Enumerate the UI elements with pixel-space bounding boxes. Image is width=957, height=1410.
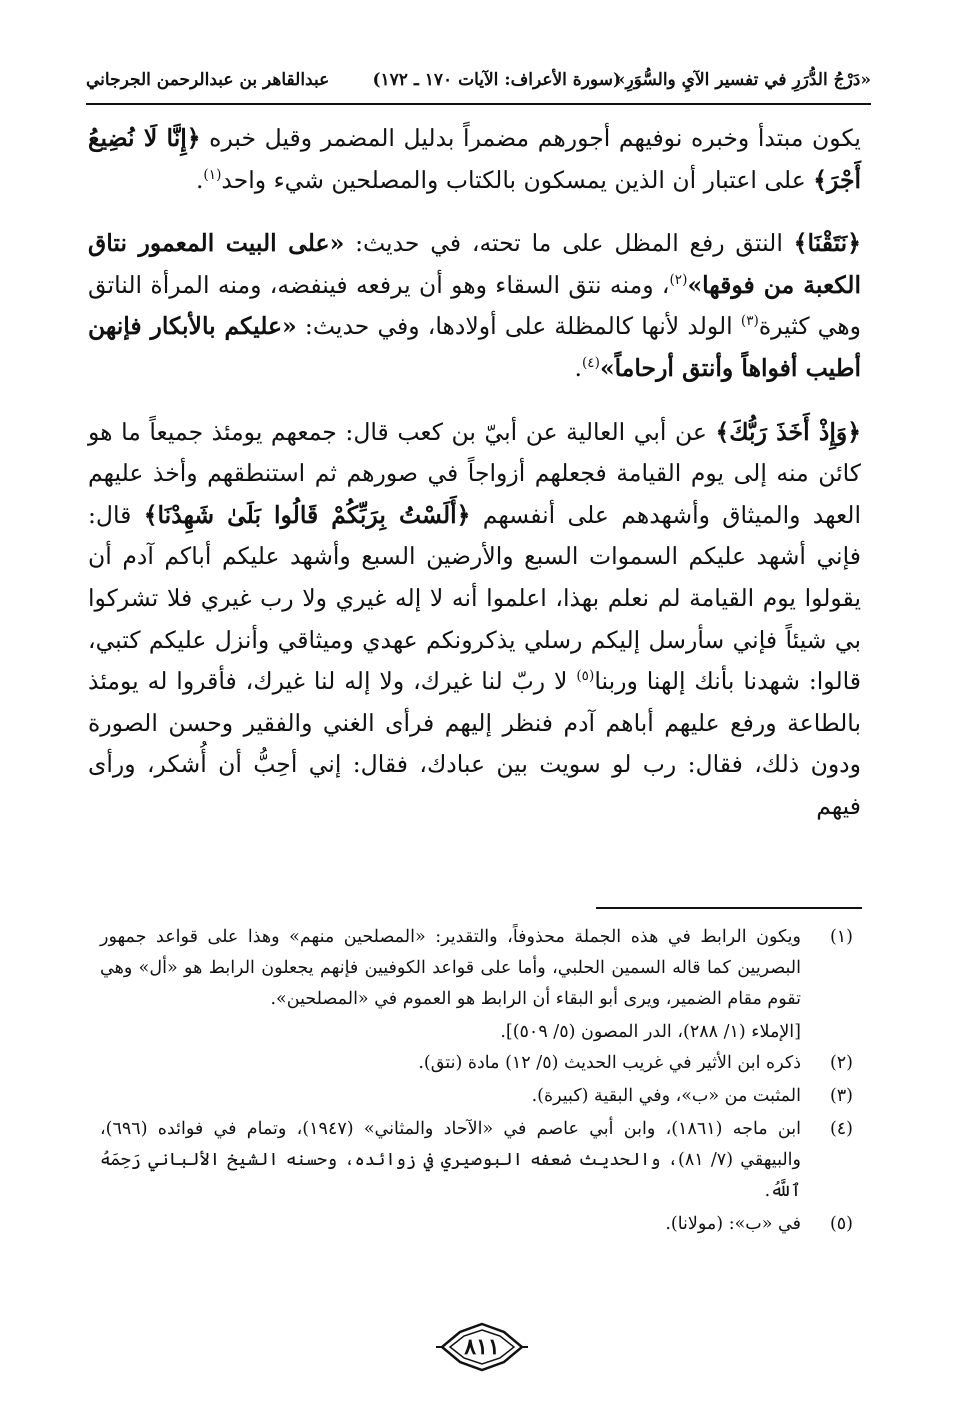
footnote <box>100 922 853 1015</box>
footnote <box>100 1048 853 1079</box>
footnote-text: ابن ماجه (١٨٦١)، وابن أبي عاصم في «الآحاد والمثاني» (١٩٤٧)، وتمام في فوائده (٦٩٦)، والبيهقي (٧/ ٨١)، والحديث ضعفه البوصيري في زوائده، وحسنه الشيخ الألباني رَحِمَهُ ٱللَّهُ. <box>100 1119 801 1201</box>
footnote-text: المثبت من «ب»، وفي البقية (كبيرة). <box>531 1086 801 1106</box>
footnote <box>100 1081 853 1112</box>
footnote-number: (١) <box>829 927 853 947</box>
footnote-separator <box>596 907 862 909</box>
footnote <box>100 1114 853 1207</box>
footnote-text: ذكره ابن الأثير في غريب الحديث (٥/ ١٢) مادة (نتق). <box>418 1053 801 1073</box>
footnote-number: (٣) <box>829 1086 853 1106</box>
text-run: على اعتبار أن الذين يمسكون بالكتاب والمصلحين شيء واحد <box>221 165 806 194</box>
text-run: . <box>195 165 204 194</box>
text-run: قال: فإني أشهد عليكم السموات السبع والأرضين السبع وأشهد عليكم أباكم آدم أن يقولوا يوم القيامة لم نعلم بهذا، اعلموا أنه لا إله غيري ولا رب غيري فلا تشركوا بي شيئاً فإني سأرسل إليكم رسلي يذكرونكم عهدي وميثاقي وأنزل عليكم كتبي، قالوا: شهدنا بأنك إلهنا وربنا <box>88 500 861 696</box>
author-name: عبدالقاهر بن عبدالرحمن الجرجاني <box>86 70 330 90</box>
text-run: الولد لأنها كالمظلة على أولادها، وفي حديث: <box>304 312 733 341</box>
footnote-citation: [الإملاء (١/ ٢٨٨)، الدر المصون (٥/ ٥٠٩)]. <box>500 1022 801 1042</box>
footnote-ref[interactable]: (٥) <box>576 668 595 685</box>
footnotes <box>100 922 853 1242</box>
hadith-quote: «عليكم بالأبكار فإنهن أطيب أفواهاً وأنتق أرحاماً» <box>88 312 861 382</box>
hadith-quote: «على البيت المعمور نتاق الكعبة من فوقها» <box>88 229 861 299</box>
footnote-ref[interactable]: (٢) <box>669 271 688 288</box>
paragraph <box>88 412 861 828</box>
footnote-ref[interactable]: (٣) <box>740 313 759 330</box>
quran-quote: ﴿نَتَقْنَا﴾ <box>793 229 861 258</box>
running-header <box>86 62 871 102</box>
quran-quote: ﴿إِنَّا لَا نُضِيعُ أَجْرَ﴾ <box>88 124 861 194</box>
paragraph <box>88 118 861 201</box>
header-rule <box>86 103 871 105</box>
text-run: عن أبي العالية عن أبيّ بن كعب قال: جمعهم يومئذ جميعاً ما هو كائن منه إلى يوم القيامة فجعلهم أزواجاً في صورهم ثم استنطقهم وأخذ عليهم العهد والميثاق وأشهدهم على أنفسهم <box>88 417 861 529</box>
text-run: لا ربّ لنا غيرك، ولا إله لنا غيرك، فأقروا له يومئذ بالطاعة ورفع عليهم أباهم آدم فنظر إليهم فرأى الغني والفقير وحسن الصورة ودون ذلك، فقال: رب لو سويت بين عبادك، فقال: إني أحِبُّ أن أُشكر، ورأى فيهم <box>88 667 861 820</box>
text-run: يكون مبتدأ وخبره نوفيهم أجورهم مضمراً بدليل المضمر وقيل خبره <box>209 124 861 152</box>
page-number: ٨١١ <box>464 1334 500 1360</box>
footnote-text: في «ب»: (مولانا). <box>665 1214 801 1234</box>
text-run: . <box>574 353 582 382</box>
footnote-ref[interactable]: (١) <box>203 166 222 183</box>
quran-quote: ﴿وَإِذْ أَخَذَ رَبُّكَ﴾ <box>715 417 861 446</box>
footnote-number: (٢) <box>829 1053 853 1073</box>
section-title: (سورة الأعراف: الآيات ١٧٠ ـ ١٧٢) <box>372 70 621 90</box>
book-title: «دَرْجُ الدُّرَرِ في تفسير الآيِ والسُّوَرِ» <box>614 70 871 90</box>
page-number-ornament <box>436 1322 528 1372</box>
footnote-text: ويكون الرابط في هذه الجملة محذوفاً، والتقدير: «المصلحين منهم» وهذا على قواعد جمهور البصريين كما قاله السمين الحلبي، وأما على قواعد الكوفيين فإنهم يجعلون الرابط هو «أل» وهي تقوم مقام الضمير، ويرى أبو البقاء أن الرابط هو العموم في «المصلحين». <box>100 927 801 1009</box>
footnote-ref[interactable]: (٤) <box>581 355 600 372</box>
quran-quote: ﴿أَلَسْتُ بِرَبِّكُمْ قَالُوا بَلَىٰ شَهِدْنَا﴾ <box>143 500 471 529</box>
paragraph <box>88 223 861 389</box>
footnote <box>100 1209 853 1240</box>
footnote-number: (٥) <box>829 1214 853 1234</box>
text-run: النتق رفع المظل على ما تحته، في حديث: <box>355 229 783 258</box>
main-text <box>88 118 861 848</box>
footnote-number: (٤) <box>829 1119 853 1139</box>
text-run: ، ومنه نتق السقاء وهو أن يرفعه فينفضه، ومنه المرأة الناتق وهي كثيرة <box>88 270 861 341</box>
